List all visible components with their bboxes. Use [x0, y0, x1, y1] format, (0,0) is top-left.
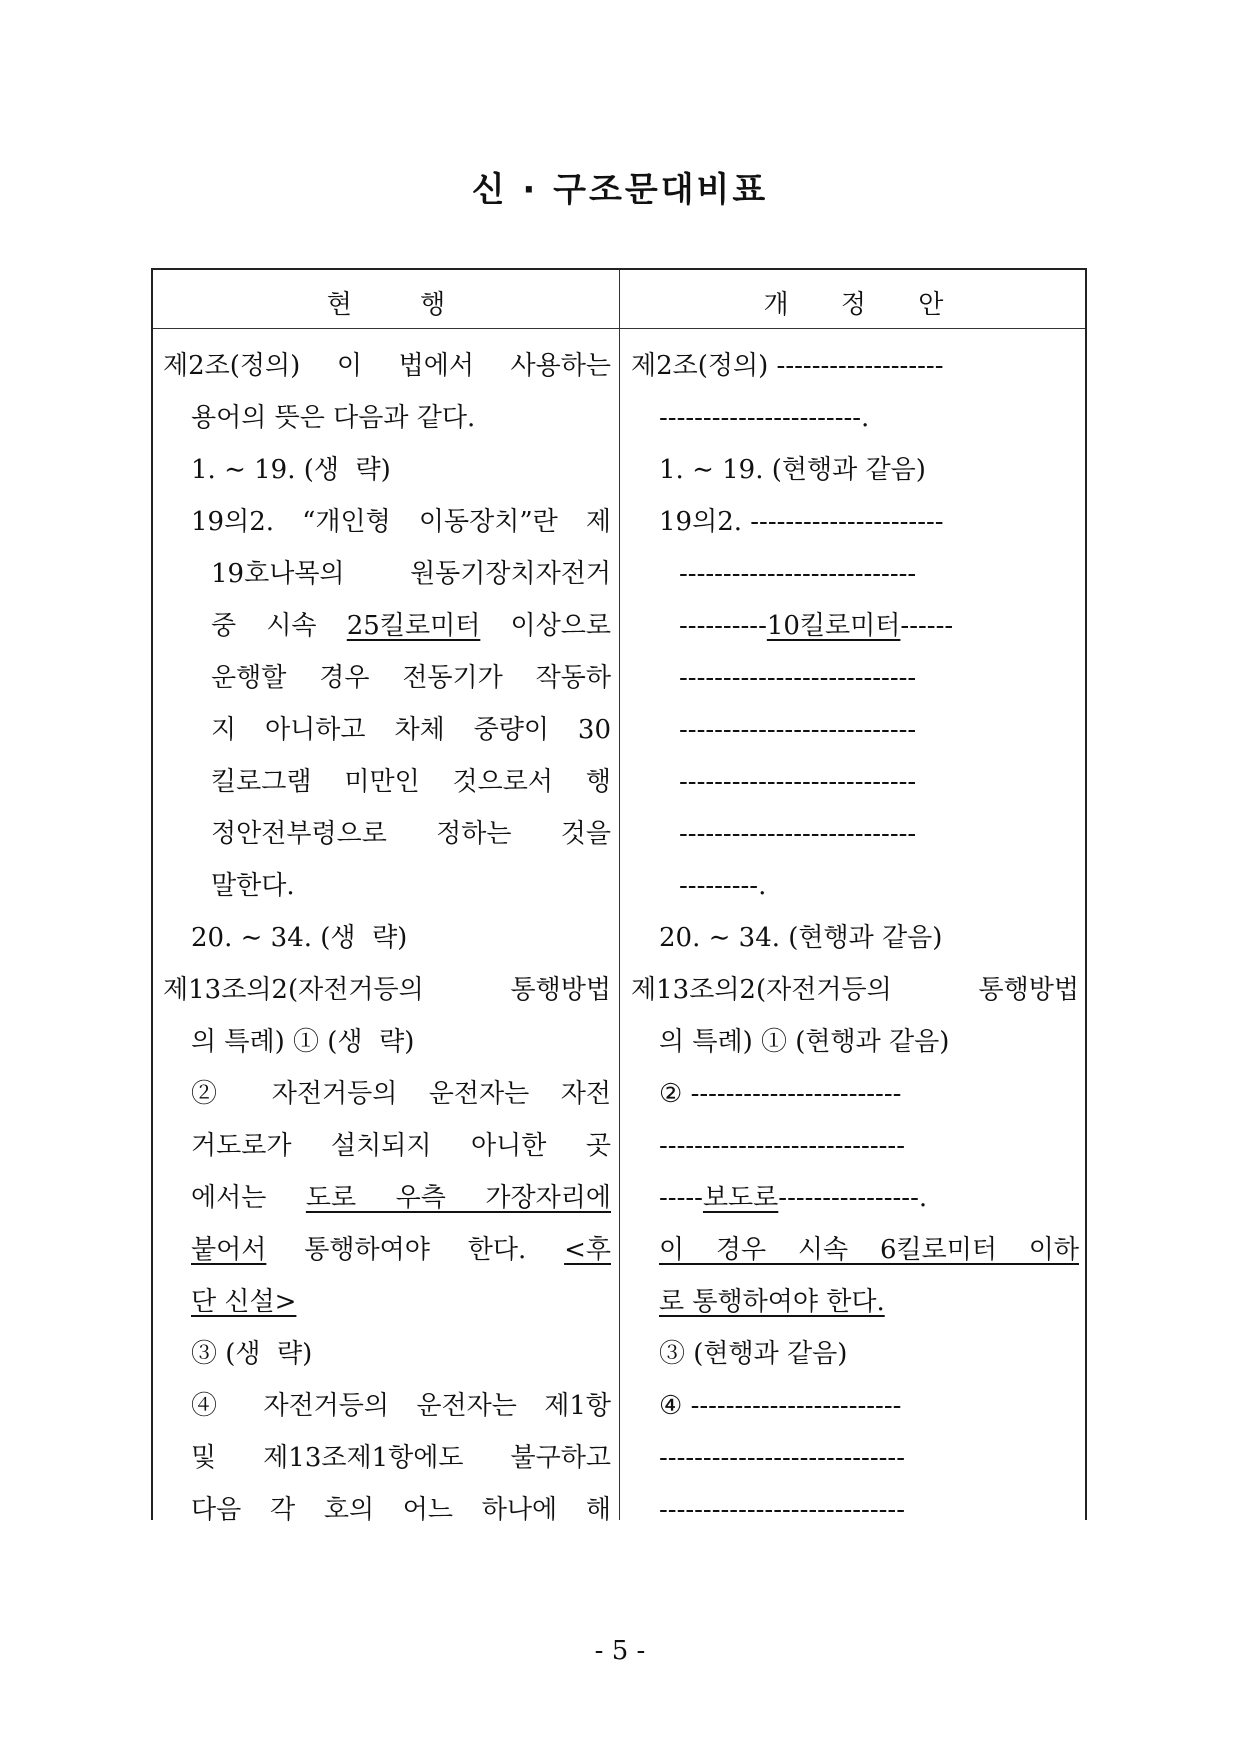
text-segment: 제13조의2(자전거등의 통행방법: [163, 975, 611, 1005]
page-number: - 5 -: [594, 1636, 646, 1666]
text-segment: 제2조(정의) 이 법에서 사용하는: [163, 351, 611, 381]
amendment-text-line: [631, 1224, 1079, 1276]
text-segment: -----------------------.: [659, 403, 870, 433]
amendment-text-line: [631, 1432, 1079, 1484]
text-segment: ---------------------------: [679, 663, 917, 693]
amendment-text-line: [631, 392, 1079, 444]
text-segment: 의 특례) ① (현행과 같음): [659, 1027, 950, 1057]
text-segment: 및 제13조제1항에도 불구하고: [191, 1443, 611, 1473]
text-segment: 1. ∼ 19. (현행과 같음): [659, 455, 926, 485]
underlined-text: 붙어서: [191, 1235, 267, 1265]
underlined-text: <후: [564, 1235, 611, 1265]
amendment-text-line: [631, 912, 1079, 964]
amendment-text-line: [631, 1484, 1079, 1536]
text-segment: ③ (생 략): [191, 1339, 313, 1369]
amendment-text-line: [631, 652, 1079, 704]
underlined-text: 로 통행하여야 한다.: [659, 1287, 885, 1317]
current-text-line: [163, 340, 611, 392]
text-segment: 이상으로: [480, 611, 611, 641]
current-text-line: [163, 1016, 611, 1068]
text-segment: 킬로그램 미만인 것으로서 행: [211, 767, 611, 797]
text-segment: ----------------.: [778, 1183, 928, 1213]
current-text-line: [163, 1120, 611, 1172]
amendment-text-line: [631, 1068, 1079, 1120]
text-segment: 다음 각 호의 어느 하나에 해: [191, 1495, 611, 1525]
current-text-line: [163, 652, 611, 704]
text-segment: ---------------------------: [679, 767, 917, 797]
amendment-column: [631, 340, 1079, 1536]
current-text-line: [163, 1380, 611, 1432]
amendment-text-line: [631, 600, 1079, 652]
text-segment: 거도로가 설치되지 아니한 곳: [191, 1131, 611, 1161]
current-law-column: [163, 340, 611, 1536]
comparison-table: [151, 268, 1087, 1525]
text-segment: 통행하여야 한다.: [266, 1235, 565, 1265]
text-segment: 제13조의2(자전거등의 통행방법: [631, 975, 1079, 1005]
text-segment: 의 특례) ① (생 략): [191, 1027, 415, 1057]
text-segment: 19의2. ----------------------: [659, 507, 944, 537]
amendment-text-line: [631, 340, 1079, 392]
current-text-line: [163, 1068, 611, 1120]
text-segment: 1. ∼ 19. (생 략): [191, 455, 391, 485]
amendment-text-line: [631, 1328, 1079, 1380]
column-divider: [619, 270, 620, 1520]
text-segment: 19호나목의 원동기장치자전거: [211, 559, 611, 589]
current-text-line: [163, 496, 611, 548]
text-segment: ----------: [679, 611, 767, 641]
amendment-text-line: [631, 1172, 1079, 1224]
current-text-line: [163, 1328, 611, 1380]
text-segment: 제2조(정의) -------------------: [631, 351, 944, 381]
underlined-text: 이 경우 시속 6킬로미터 이하: [659, 1235, 1079, 1265]
current-text-line: [163, 808, 611, 860]
amendment-text-line: [631, 756, 1079, 808]
text-segment: 정안전부령으로 정하는 것을: [211, 819, 611, 849]
current-text-line: [163, 1224, 611, 1276]
amendment-text-line: [631, 1016, 1079, 1068]
amendment-text-line: [631, 1120, 1079, 1172]
current-text-line: [163, 964, 611, 1016]
text-segment: 용어의 뜻은 다음과 같다.: [191, 403, 476, 433]
text-segment: ----------------------------: [659, 1495, 905, 1525]
amendment-text-line: [631, 964, 1079, 1016]
amendment-text-line: [631, 808, 1079, 860]
current-text-line: [163, 912, 611, 964]
text-segment: 에서는: [191, 1183, 306, 1213]
underlined-text: 10킬로미터: [766, 611, 901, 641]
current-text-line: [163, 1432, 611, 1484]
underlined-text: 단 신설>: [191, 1287, 297, 1317]
current-text-line: [163, 548, 611, 600]
current-text-line: [163, 600, 611, 652]
current-text-line: [163, 1276, 611, 1328]
text-segment: ④ 자전거등의 운전자는 제1항: [191, 1391, 611, 1421]
amendment-text-line: [631, 1276, 1079, 1328]
current-text-line: [163, 444, 611, 496]
current-text-line: [163, 1484, 611, 1536]
text-segment: ----------------------------: [659, 1443, 905, 1473]
current-text-line: [163, 756, 611, 808]
text-segment: ② ------------------------: [659, 1079, 902, 1109]
header-amendment: 개 정 안: [763, 290, 944, 320]
text-segment: 운행할 경우 전동기가 작동하: [211, 663, 611, 693]
text-segment: ---------.: [679, 871, 767, 901]
text-segment: 말한다.: [211, 871, 295, 901]
page-title: 신 · 구조문대비표: [471, 170, 769, 210]
current-text-line: [163, 704, 611, 756]
current-text-line: [163, 392, 611, 444]
text-segment: ② 자전거등의 운전자는 자전: [191, 1079, 611, 1109]
text-segment: 20. ∼ 34. (생 략): [191, 923, 408, 953]
current-text-line: [163, 860, 611, 912]
header-current: 현 행: [326, 290, 446, 320]
text-segment: ---------------------------: [679, 819, 917, 849]
underlined-text: 보도로: [702, 1183, 779, 1213]
underlined-text: 도로 우측 가장자리에: [305, 1183, 611, 1213]
amendment-text-line: [631, 548, 1079, 600]
text-segment: ------: [900, 611, 954, 641]
amendment-text-line: [631, 1380, 1079, 1432]
current-text-line: [163, 1172, 611, 1224]
text-segment: 지 아니하고 차체 중량이 30: [211, 715, 611, 745]
amendment-text-line: [631, 704, 1079, 756]
amendment-text-line: [631, 444, 1079, 496]
amendment-text-line: [631, 496, 1079, 548]
text-segment: ---------------------------: [679, 559, 917, 589]
text-segment: 중 시속: [211, 611, 347, 641]
text-segment: 20. ∼ 34. (현행과 같음): [659, 923, 943, 953]
text-segment: 19의2. “개인형 이동장치”란 제: [191, 507, 611, 537]
text-segment: ---------------------------: [679, 715, 917, 745]
underlined-text: 25킬로미터: [346, 611, 481, 641]
amendment-text-line: [631, 860, 1079, 912]
text-segment: -----: [659, 1183, 703, 1213]
text-segment: ④ ------------------------: [659, 1391, 902, 1421]
text-segment: ③ (현행과 같음): [659, 1339, 848, 1369]
text-segment: ----------------------------: [659, 1131, 905, 1161]
